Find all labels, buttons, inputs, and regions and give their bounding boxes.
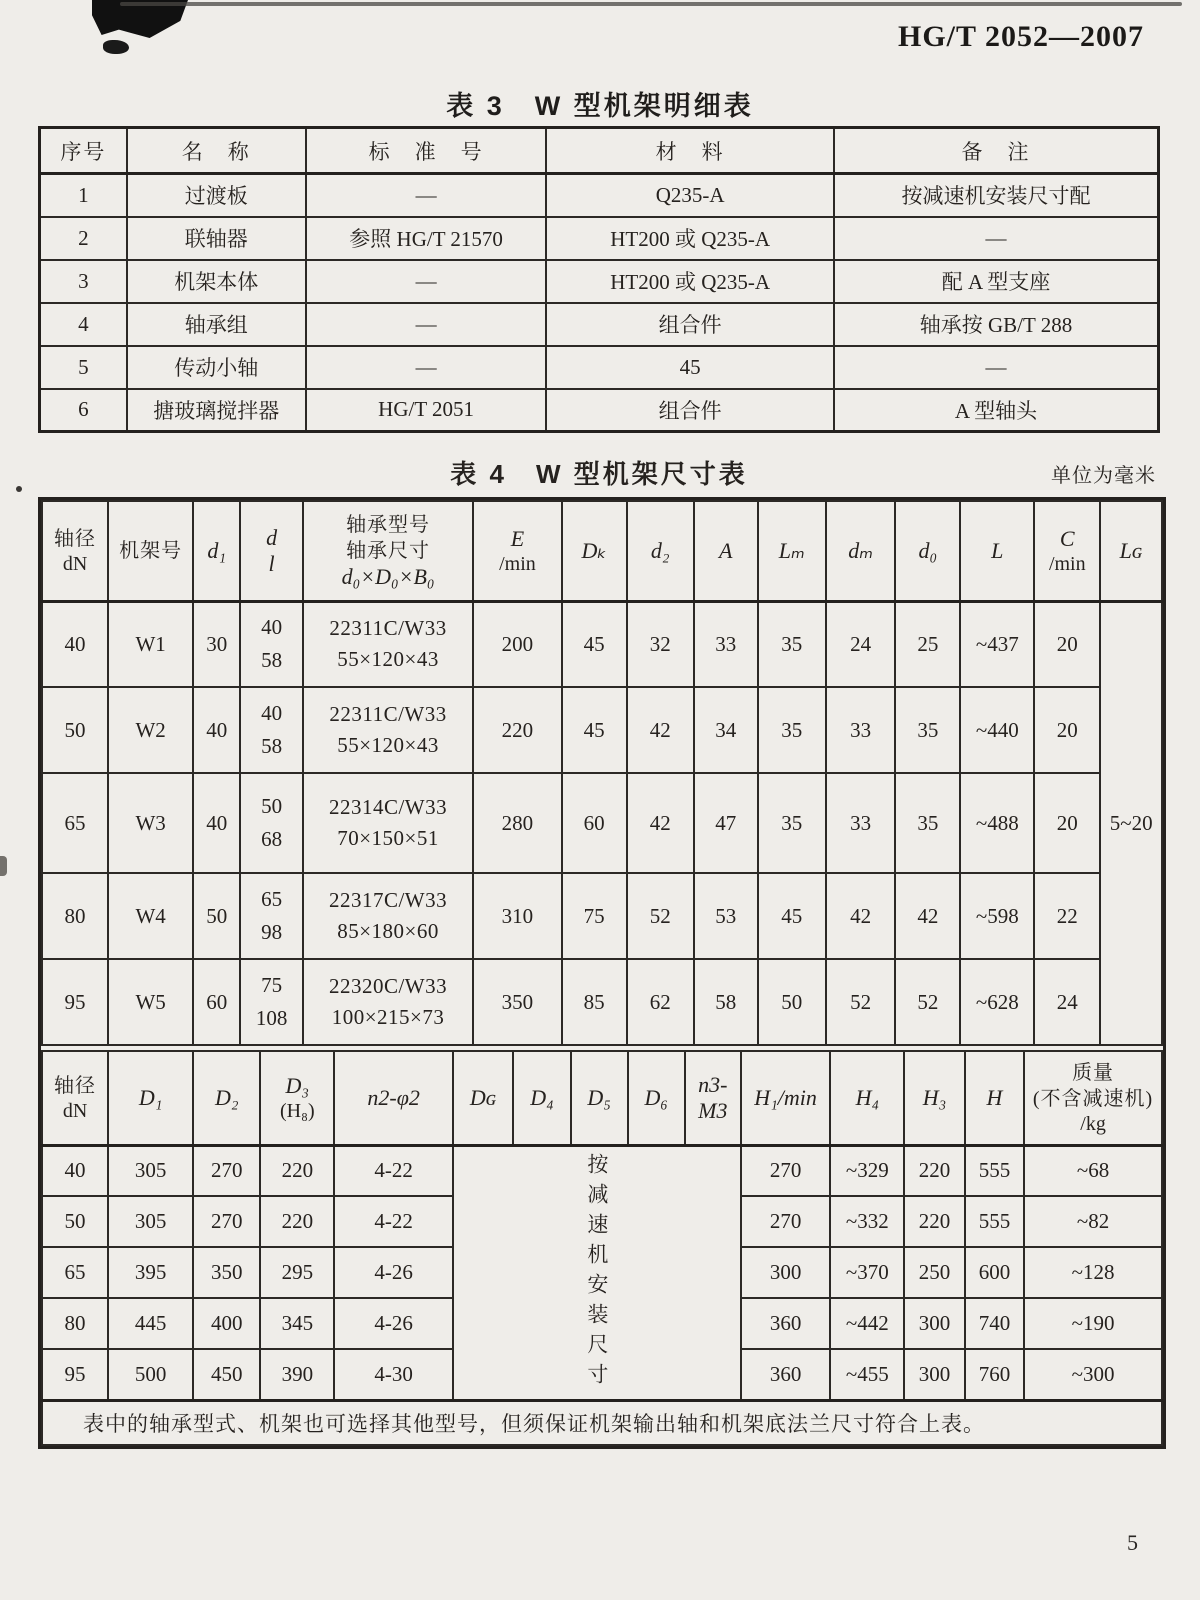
table4-upper-cell: 35 [895, 773, 960, 873]
table4-upper-cell: 200 [473, 601, 561, 687]
table4-upper-row [42, 773, 1162, 873]
table3-header-cell: 标 准 号 [306, 128, 547, 174]
table4-upper-cell: 50 [193, 873, 240, 959]
table4-upper-row [42, 959, 1162, 1045]
table4-lower-header-cell: n2-φ2 [334, 1051, 453, 1145]
table3-row [40, 303, 1159, 346]
table4-upper-cell: 40 [193, 773, 240, 873]
table4-upper-header-cell: 轴承型号 轴承尺寸 d₀×D₀×B₀ [303, 501, 473, 601]
table4-lower-cell: ~68 [1024, 1145, 1162, 1196]
table4-lower-cell: 350 [193, 1247, 260, 1298]
table4-upper-cell: 20 [1034, 601, 1100, 687]
table3-cell: — [834, 217, 1159, 260]
table4-lower-header-cell: n3-M3 [685, 1051, 741, 1145]
table4-lower-cell: 390 [260, 1349, 334, 1400]
table4-upper-cell: W2 [108, 687, 193, 773]
table4-lower-cell: ~128 [1024, 1247, 1162, 1298]
table4-lower-cell: 345 [260, 1298, 334, 1349]
table4-lower-cell: 740 [965, 1298, 1024, 1349]
table4-upper-cell: 52 [895, 959, 960, 1045]
table4-lower-cell: 220 [260, 1145, 334, 1196]
table4-lower-header-cell: D₄ [513, 1051, 570, 1145]
scan-artifact-topline [120, 2, 1182, 6]
table4-upper-cell: 52 [627, 873, 694, 959]
table4-upper-cell: 33 [694, 601, 758, 687]
table4-upper-cell: 60 [562, 773, 627, 873]
table4-upper-header-cell: 轴径 dN [42, 501, 108, 601]
table4-lower-cell: 300 [904, 1349, 964, 1400]
table4-lower-head [42, 1051, 1162, 1145]
table4-lower-cell: 270 [741, 1145, 831, 1196]
table3-row [40, 217, 1159, 260]
table4-upper-header-cell: Dₖ [562, 501, 627, 601]
table4-upper-cell: ~440 [960, 687, 1034, 773]
table3-cell: 机架本体 [127, 260, 306, 303]
table3-header-cell: 序号 [40, 128, 127, 174]
table4-lower-cell: 65 [42, 1247, 108, 1298]
table3-header-cell: 备 注 [834, 128, 1159, 174]
table4-lower-cell: 300 [741, 1247, 831, 1298]
table3-cell: 配 A 型支座 [834, 260, 1159, 303]
table3-cell: 过渡板 [127, 174, 306, 217]
table3-cell: HG/T 2051 [306, 389, 547, 432]
table3-cell: — [306, 346, 547, 389]
table3-cell: 组合件 [546, 303, 834, 346]
table4-lower-cell: 4-30 [334, 1349, 453, 1400]
table4-upper-cell: 35 [758, 601, 826, 687]
table4-lower-cell: 40 [42, 1145, 108, 1196]
table4-lower-cell: 555 [965, 1196, 1024, 1247]
table3-cell: — [306, 174, 547, 217]
table3-cell: 5 [40, 346, 127, 389]
table4-lower-cell: 270 [741, 1196, 831, 1247]
table4-upper-cell: 62 [627, 959, 694, 1045]
table4-lower-header-cell: 轴径 dN [42, 1051, 108, 1145]
table3-header-row [40, 128, 1159, 174]
table4-lower-cell: 50 [42, 1196, 108, 1247]
table4-upper-cell: 33 [826, 687, 895, 773]
table4-lower-body [42, 1145, 1162, 1445]
table4-upper-cell: 85 [562, 959, 627, 1045]
table4-upper-cell: 50 68 [240, 773, 303, 873]
table3-cell: 传动小轴 [127, 346, 306, 389]
table3-cell: 45 [546, 346, 834, 389]
table4-upper-header-cell: d l [240, 501, 303, 601]
table4-upper-cell: ~437 [960, 601, 1034, 687]
table3-cell: 1 [40, 174, 127, 217]
table4-lower-cell: ~442 [830, 1298, 904, 1349]
table4-upper-cell: 40 [193, 687, 240, 773]
table3-cell: 轴承按 GB/T 288 [834, 303, 1159, 346]
table4-lower-cell: 295 [260, 1247, 334, 1298]
table4-upper-cell: ~628 [960, 959, 1034, 1045]
table4-lower-header-cell: 质量 (不含减速机) /kg [1024, 1051, 1162, 1145]
scan-artifact-edge-mark [0, 856, 7, 876]
table4-upper-cell: 350 [473, 959, 561, 1045]
table4-upper-row [42, 601, 1162, 687]
table4-lower-cell: ~329 [830, 1145, 904, 1196]
table4-lower-header-row [42, 1051, 1162, 1145]
table4-upper-cell: 24 [826, 601, 895, 687]
table3-cell: Q235-A [546, 174, 834, 217]
table4-upper-cell: 25 [895, 601, 960, 687]
table3-cell: HT200 或 Q235-A [546, 260, 834, 303]
table4-upper-cell: 310 [473, 873, 561, 959]
table4-container [38, 497, 1166, 1449]
table3-cell: 按减速机安装尺寸配 [834, 174, 1159, 217]
table4-lower-cell: 400 [193, 1298, 260, 1349]
table4-lower-cell: 305 [108, 1196, 193, 1247]
table4-upper-cell: 20 [1034, 687, 1100, 773]
table4-lower-cell: 450 [193, 1349, 260, 1400]
table4-upper-cell: 45 [562, 601, 627, 687]
table4-upper-cell: 60 [193, 959, 240, 1045]
table4-upper-cell: 22311C/W33 55×120×43 [303, 601, 473, 687]
table3-cell: 搪玻璃搅拌器 [127, 389, 306, 432]
table3-cell: A 型轴头 [834, 389, 1159, 432]
table4-unit-note: 单位为毫米 [1051, 465, 1156, 487]
table4-upper-cell: 53 [694, 873, 758, 959]
table4-lower-cell: 600 [965, 1247, 1024, 1298]
table3-cell: — [306, 260, 547, 303]
table4-lower-cell: 360 [741, 1298, 831, 1349]
table3-cell: 组合件 [546, 389, 834, 432]
table4-lower-cell: ~190 [1024, 1298, 1162, 1349]
table4-upper-cell: 33 [826, 773, 895, 873]
table4-upper-header-cell: Lɢ [1100, 501, 1162, 601]
scan-artifact-dot [16, 486, 22, 492]
table4-upper-cell: 220 [473, 687, 561, 773]
table4-upper-cell: W5 [108, 959, 193, 1045]
table4-lower-cell: 80 [42, 1298, 108, 1349]
table3-cell: 轴承组 [127, 303, 306, 346]
table4-lower-header-cell: H₁/min [741, 1051, 831, 1145]
table4-upper-cell: 45 [562, 687, 627, 773]
table4-upper-cell: 30 [193, 601, 240, 687]
table4-upper-cell: W4 [108, 873, 193, 959]
standard-code-header: HG/T 2052—2007 [898, 20, 1144, 53]
table4-merged-vertical-note: 按减速机安装尺寸 [453, 1145, 741, 1400]
table4-footnote: 表中的轴承型式、机架也可选择其他型号，但须保证机架输出轴和机架底法兰尺寸符合上表。 [42, 1400, 1162, 1445]
table4-upper-cell: W3 [108, 773, 193, 873]
table4-upper-header-cell: d₀ [895, 501, 960, 601]
table4-upper-cell: 52 [826, 959, 895, 1045]
table4-upper-section [41, 500, 1163, 1046]
table4-lower-cell: 555 [965, 1145, 1024, 1196]
table4-upper-header-cell: C /min [1034, 501, 1100, 601]
table4-upper-body [42, 601, 1162, 1045]
table3-header-cell: 材 料 [546, 128, 834, 174]
table4-lower-cell: 305 [108, 1145, 193, 1196]
table4-lower-cell: 445 [108, 1298, 193, 1349]
table4-upper-head [42, 501, 1162, 601]
table4-upper-header-cell: dₘ [826, 501, 895, 601]
table4-upper-cell: 42 [826, 873, 895, 959]
table3-cell: — [306, 303, 547, 346]
table4-lower-header-cell: D₁ [108, 1051, 193, 1145]
table4-upper-header-cell: d₁ [193, 501, 240, 601]
table3-row [40, 260, 1159, 303]
table4-caption-row [38, 454, 1160, 488]
table4-lower-cell: 220 [260, 1196, 334, 1247]
table4-upper-cell: 80 [42, 873, 108, 959]
table4-upper-header-cell: Lₘ [758, 501, 826, 601]
table4-upper-cell: 20 [1034, 773, 1100, 873]
table4-lower-header-cell: H [965, 1051, 1024, 1145]
table3-parts-list [38, 126, 1160, 433]
table4-lg-merged-cell: 5~20 [1100, 601, 1162, 1045]
table4-lower-section [41, 1050, 1163, 1446]
table4-upper-cell: 35 [758, 773, 826, 873]
table4-upper-header-cell: L [960, 501, 1034, 601]
table4-lower-header-cell: Dɢ [453, 1051, 513, 1145]
table4-upper-cell: 32 [627, 601, 694, 687]
table4-upper-header-row [42, 501, 1162, 601]
table4-upper-cell: 42 [895, 873, 960, 959]
table3-cell: 6 [40, 389, 127, 432]
table4-upper-cell: 35 [758, 687, 826, 773]
table3-row [40, 346, 1159, 389]
table3-cell: 4 [40, 303, 127, 346]
table3-body [40, 174, 1159, 432]
table4-upper-cell: 40 58 [240, 687, 303, 773]
table4-lower-header-cell: D₂ [193, 1051, 260, 1145]
table4-upper-cell: 22311C/W33 55×120×43 [303, 687, 473, 773]
table4-upper-cell: ~598 [960, 873, 1034, 959]
table4-upper-cell: 22317C/W33 85×180×60 [303, 873, 473, 959]
table4-upper-header-cell: 机架号 [108, 501, 193, 601]
table4-upper-cell: 75 108 [240, 959, 303, 1045]
table4-lower-cell: 270 [193, 1196, 260, 1247]
table4-upper-header-cell: E /min [473, 501, 561, 601]
table4-lower-cell: ~332 [830, 1196, 904, 1247]
table4-upper-cell: W1 [108, 601, 193, 687]
table4-upper-row [42, 873, 1162, 959]
table4-upper-cell: 65 [42, 773, 108, 873]
table4-lower-cell: 395 [108, 1247, 193, 1298]
table4-upper-cell: 45 [758, 873, 826, 959]
table4-lower-header-cell: H₃ [904, 1051, 964, 1145]
table4-lower-cell: ~455 [830, 1349, 904, 1400]
table3-cell: 2 [40, 217, 127, 260]
table4-lower-cell: 4-22 [334, 1145, 453, 1196]
table4-lower-cell: 270 [193, 1145, 260, 1196]
table4-lower-cell: 360 [741, 1349, 831, 1400]
table4-lower-cell: ~82 [1024, 1196, 1162, 1247]
table3-cell: HT200 或 Q235-A [546, 217, 834, 260]
table4-lower-row [42, 1145, 1162, 1196]
table4-upper-cell: ~488 [960, 773, 1034, 873]
table4-upper-header-cell: d₂ [627, 501, 694, 601]
table4-lower-cell: 300 [904, 1298, 964, 1349]
table4-upper-cell: 35 [895, 687, 960, 773]
table4-lower-cell: 4-22 [334, 1196, 453, 1247]
table4-lower-cell: ~370 [830, 1247, 904, 1298]
table4-lower-cell: 95 [42, 1349, 108, 1400]
table4-upper-cell: 95 [42, 959, 108, 1045]
table4-upper-cell: 40 [42, 601, 108, 687]
table4-lower-header-cell: D₅ [571, 1051, 628, 1145]
table3-container [38, 126, 1160, 433]
table4-upper-cell: 58 [694, 959, 758, 1045]
table4-upper-cell: 280 [473, 773, 561, 873]
scan-artifact-blob-small [103, 40, 129, 54]
table4-lower-cell: 250 [904, 1247, 964, 1298]
table4-title: 表 4 W 型机架尺寸表 [450, 459, 748, 489]
table4-upper-header-cell: A [694, 501, 758, 601]
page-number: 5 [1127, 1530, 1138, 1555]
table4-upper-cell: 22 [1034, 873, 1100, 959]
table4-lower-cell: ~300 [1024, 1349, 1162, 1400]
table4-lower-header-cell: D₆ [628, 1051, 685, 1145]
table3-head [40, 128, 1159, 174]
table4-upper-cell: 42 [627, 773, 694, 873]
table4-upper-cell: 47 [694, 773, 758, 873]
table4-upper-cell: 65 98 [240, 873, 303, 959]
table3-title: 表 3 W 型机架明细表 [446, 91, 754, 121]
table4-upper-cell: 50 [758, 959, 826, 1045]
table3-cell: 3 [40, 260, 127, 303]
table4-lower-cell: 4-26 [334, 1298, 453, 1349]
table4-upper-cell: 50 [42, 687, 108, 773]
table4-upper-cell: 24 [1034, 959, 1100, 1045]
table4-lower-cell: 4-26 [334, 1247, 453, 1298]
table4-upper-cell: 40 58 [240, 601, 303, 687]
table4-upper-cell: 75 [562, 873, 627, 959]
table3-row [40, 174, 1159, 217]
table3-cell: 联轴器 [127, 217, 306, 260]
table4-upper-cell: 34 [694, 687, 758, 773]
table4-upper-cell: 42 [627, 687, 694, 773]
table3-cell: 参照 HG/T 21570 [306, 217, 547, 260]
table3-header-cell: 名 称 [127, 128, 306, 174]
table4-lower-cell: 500 [108, 1349, 193, 1400]
table4-lower-cell: 220 [904, 1145, 964, 1196]
table4-upper-cell: 22320C/W33 100×215×73 [303, 959, 473, 1045]
table4-lower-cell: 760 [965, 1349, 1024, 1400]
table4-upper-cell: 22314C/W33 70×150×51 [303, 773, 473, 873]
table4-upper-row [42, 687, 1162, 773]
table4-footnote-row [42, 1400, 1162, 1445]
table4-lower-cell: 220 [904, 1196, 964, 1247]
table4-lower-header-cell: D₃ (H₈) [260, 1051, 334, 1145]
table4-lower-header-cell: H₄ [830, 1051, 904, 1145]
table3-cell: — [834, 346, 1159, 389]
table3-row [40, 389, 1159, 432]
